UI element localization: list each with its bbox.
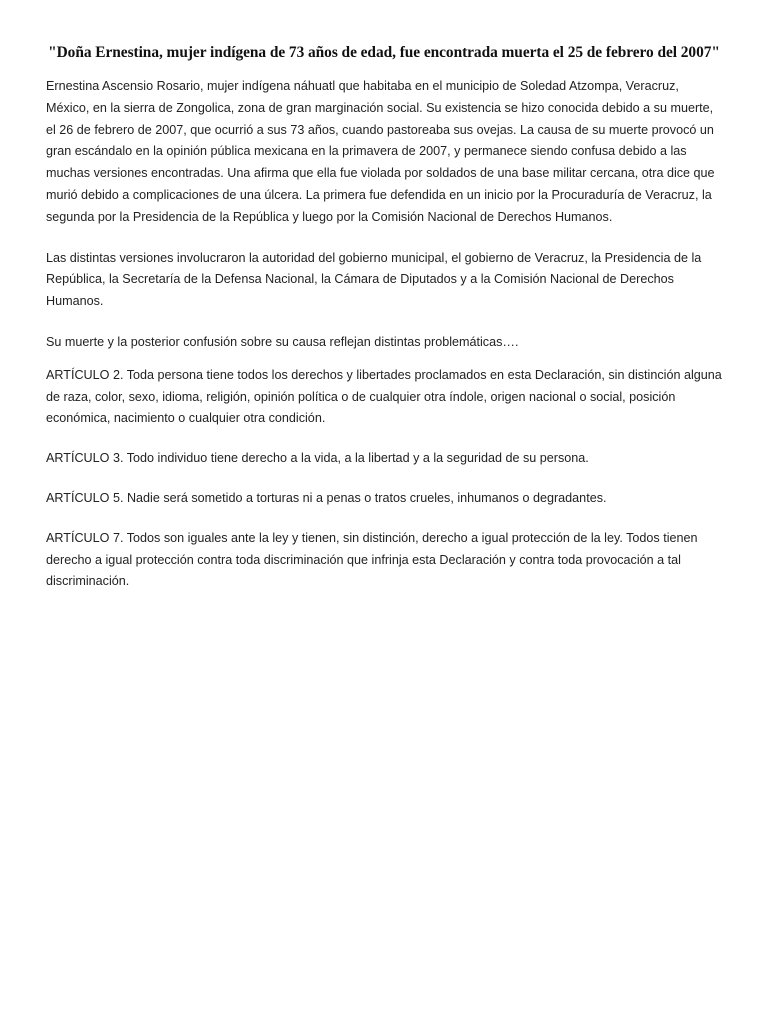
- article-3: ARTÍCULO 3. Todo individuo tiene derecho a la vida, a la libertad y a la seguridad de su persona.: [46, 451, 589, 466]
- paragraph-intro: Ernestina Ascensio Rosario, mujer indígena náhuatl que habitaba en el municipio de Soledad Atzompa, Veracruz, México, en la sierra de Zongolica, zona de gran marginación social. Su existencia se hizo conocida debido a su muerte, el 26 de febrero de 2007, que ocurrió a sus 73 años, cuando pastoreaba sus ovejas. La causa de su muerte provocó un gran escándalo en la opinión pública mexicana en la primavera de 2007, y permanece siendo confusa debido a las muchas versiones encontradas. Una afirma que ella fue violada por soldados de una base militar cercana, otra dice que murió debido a complicaciones de una úlcera. La primera fue defendida en un inicio por la Procuraduría de Veracruz, la segunda por la Presidencia de la República y luego por la Comisión Nacional de Derechos Humanos.: [46, 79, 715, 224]
- article-7: ARTÍCULO 7. Todos son iguales ante la ley y tienen, sin distinción, derecho a igual protección de la ley. Todos tienen derecho a igual protección contra toda discriminación que infrinja esta Declaración y contra toda provocación a tal discriminación.: [46, 530, 698, 589]
- article-5: ARTÍCULO 5. Nadie será sometido a torturas ni a penas o tratos crueles, inhumanos o degradantes.: [46, 490, 607, 505]
- article-2: ARTÍCULO 2. Toda persona tiene todos los derechos y libertades proclamados en esta Declaración, sin distinción alguna de raza, color, sexo, idioma, religión, opinión política o de cualquier otra índole, origen nacional o social, posición económica, nacimiento o cualquier otra condición.: [46, 367, 722, 426]
- paragraph-problems: Su muerte y la posterior confusión sobre su causa reflejan distintas problemáticas….: [46, 334, 519, 349]
- paragraph-versions: Las distintas versiones involucraron la autoridad del gobierno municipal, el gobierno de Veracruz, la Presidencia de la República, la Secretaría de la Defensa Nacional, la Cámara de Diputados y a la Comisión Nacional de Derechos Humanos.: [46, 250, 702, 309]
- document-title: "Doña Ernestina, mujer indígena de 73 años de edad, fue encontrada muerta el 25 de febrero del 2007": [48, 44, 720, 61]
